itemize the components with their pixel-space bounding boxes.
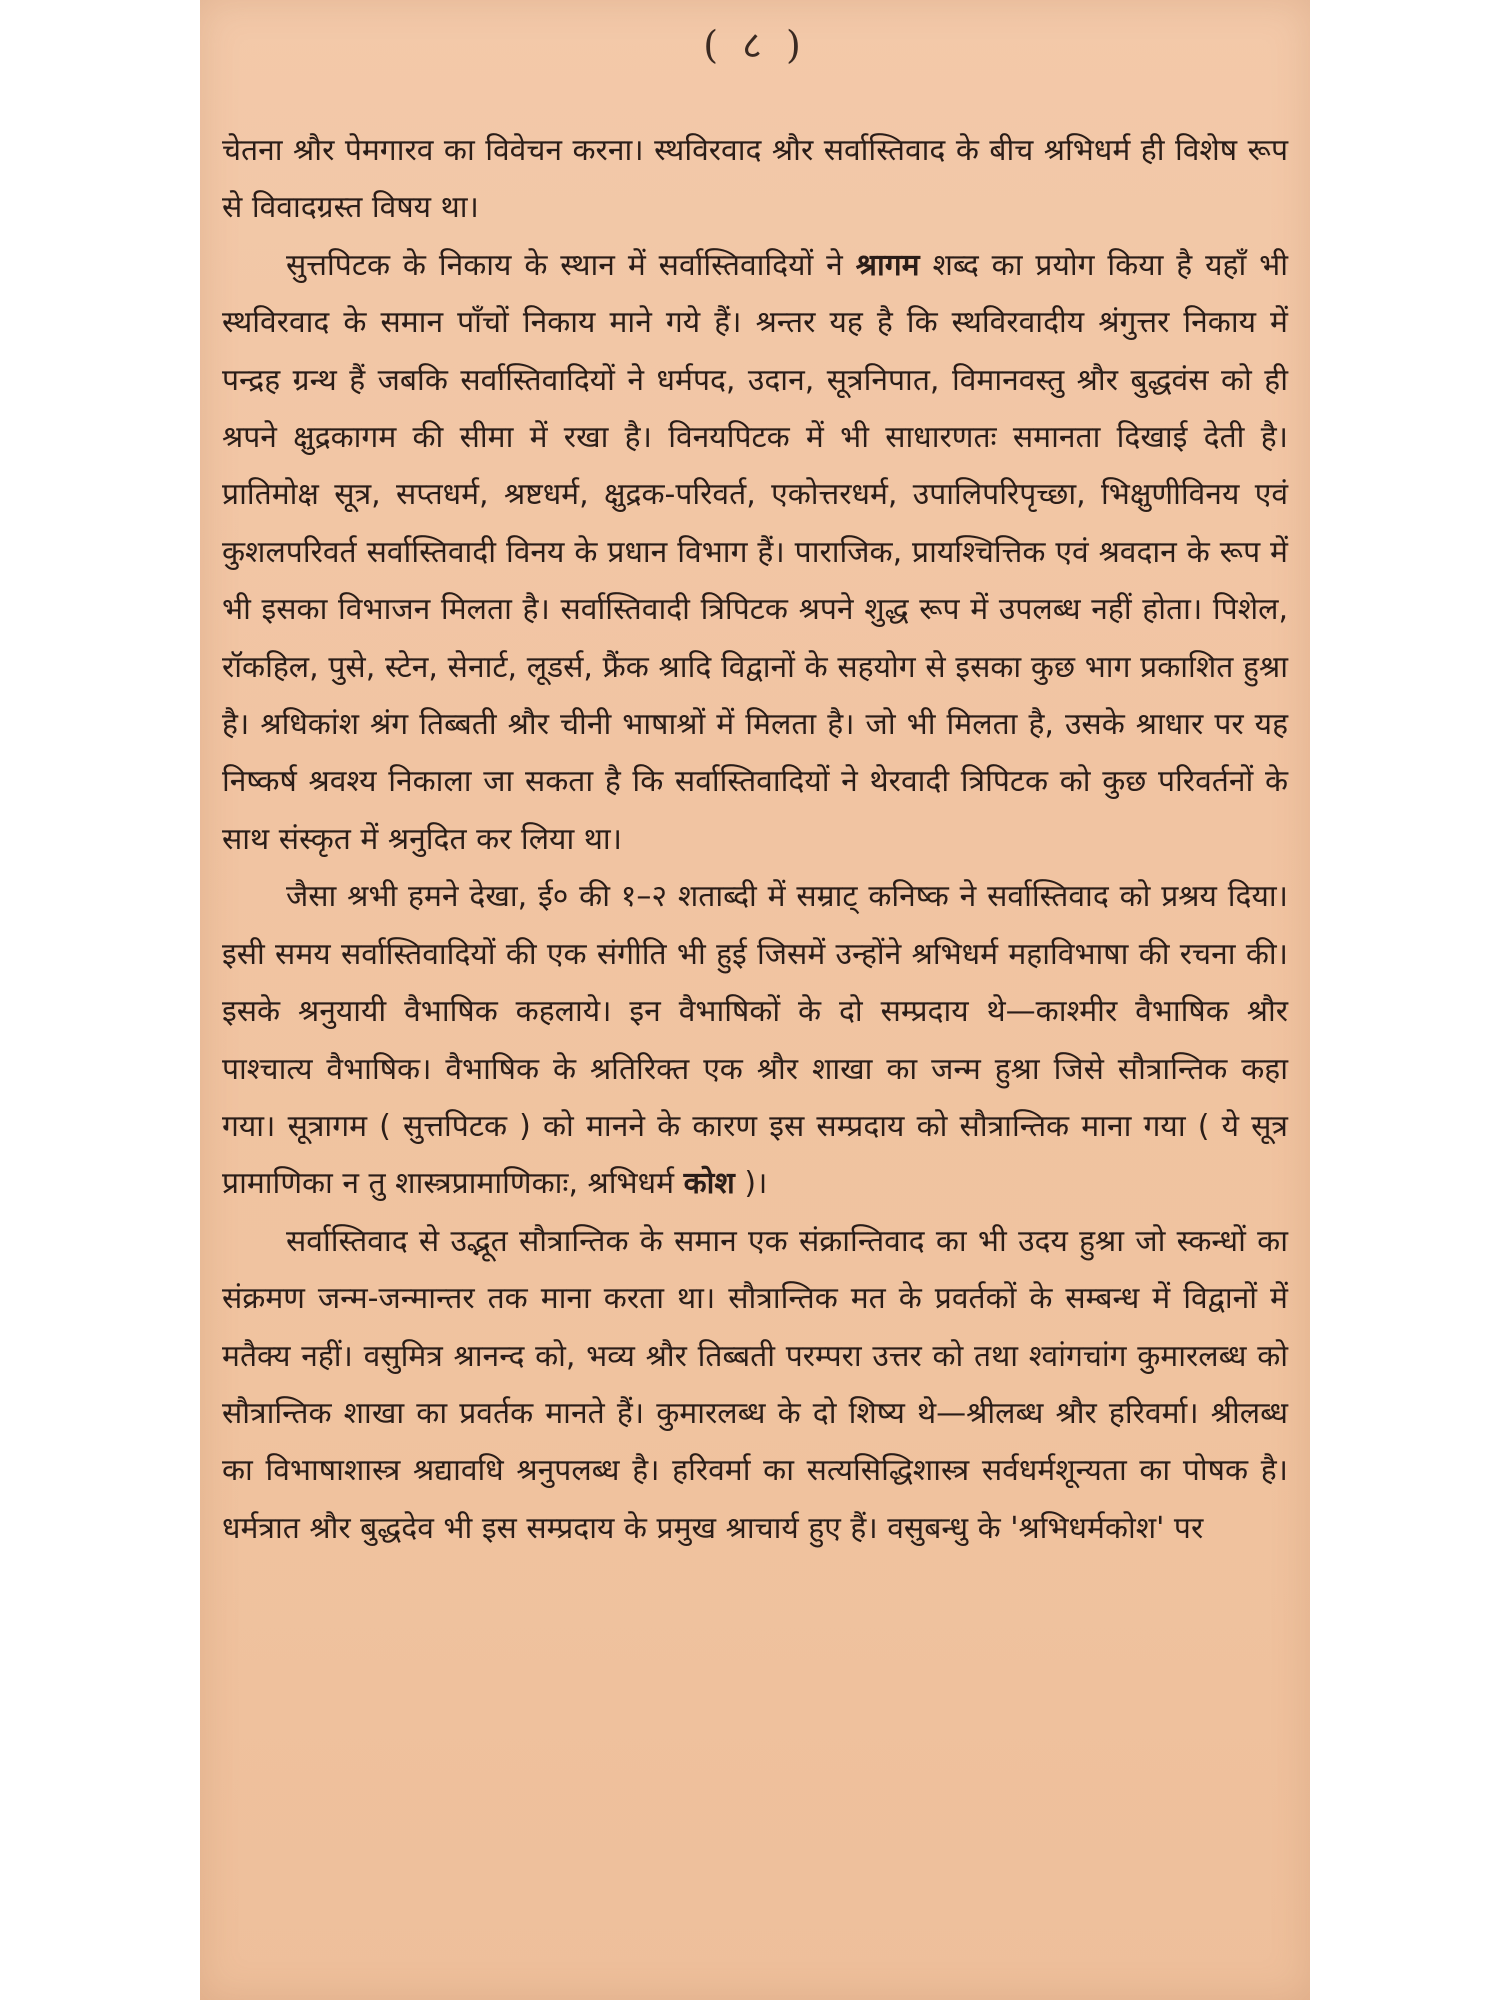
paragraph-3-text-start: जैसा श्रभी हमने देखा, ई० की १–२ शताब्दी में सम्राट् कनिष्क ने सर्वास्तिवाद को प्रश्रय दिया। इसी समय सर्वास्तिवादियों की एक संगीति भी हुई जिसमें उन्होंने श्रभिधर्म महाविभाषा की रचना की। इसके श्रनुयायी वैभाषिक कहलाये। इन वैभाषिकों के दो सम्प्रदाय थे—काश्मीर वैभाषिक श्रौर पाश्चात्य वैभाषिक। वैभाषिक के श्रतिरिक्त एक श्रौर शाखा का जन्म हुश्रा जिसे सौत्रान्तिक कहा गया। सूत्रागम ( सुत्तपिटक ) को मानने के कारण इस सम्प्रदाय को सौत्रान्तिक माना गया ( ये सूत्र प्रामाणिका न तु शास्त्रप्रामाणिकाः, श्रभिधर्म xyxy=(222,879,1288,1202)
paragraph-4 xyxy=(222,1213,1288,1557)
paragraph-2 xyxy=(222,237,1288,868)
paragraph-3-bold-term: कोश xyxy=(683,1166,735,1202)
paragraph-1-text: चेतना श्रौर पेमगारव का विवेचन करना। स्थविरवाद श्रौर सर्वास्तिवाद के बीच श्रभिधर्म ही विशेष रूप से विवादग्रस्त विषय था। xyxy=(222,133,1288,226)
paragraph-2-bold-term: श्रागम xyxy=(855,247,920,283)
paragraph-4-text: सर्वास्तिवाद से उद्भूत सौत्रान्तिक के समान एक संक्रान्तिवाद का भी उदय हुश्रा जो स्कन्धों का संक्रमण जन्म-जन्मान्तर तक माना करता था। सौत्रान्तिक मत के प्रवर्तकों के सम्बन्ध में विद्वानों में मतैक्य नहीं। वसुमित्र श्रानन्द को, भव्य श्रौर तिब्बती परम्परा उत्तर को तथा श्वांगचांग कुमारलब्ध को सौत्रान्तिक शाखा का प्रवर्तक मानते हैं। कुमारलब्ध के दो शिष्य थे—श्रीलब्ध श्रौर हरिवर्मा। श्रीलब्ध का विभाषाशास्त्र श्रद्यावधि श्रनुपलब्ध है। हरिवर्मा का सत्यसिद्धिशास्त्र सर्वधर्मशून्यता का पोषक है। धर्मत्रात श्रौर बुद्धदेव भी इस सम्प्रदाय के प्रमुख श्राचार्य हुए हैं। वसुबन्धु के 'श्रभिधर्मकोश' पर xyxy=(222,1223,1288,1546)
paragraph-2-text-start: सुत्तपिटक के निकाय के स्थान में सर्वास्तिवादियों ने xyxy=(286,247,856,283)
paragraph-1 xyxy=(222,122,1288,237)
page-number: ( ८ ) xyxy=(703,23,807,67)
book-page xyxy=(200,0,1310,2000)
paragraph-3-text-end: )। xyxy=(734,1166,768,1202)
paragraph-3 xyxy=(222,868,1288,1212)
body-text xyxy=(222,122,1288,1557)
paragraph-2-text-end: शब्द का प्रयोग किया है यहाँ भी स्थविरवाद के समान पाँचों निकाय माने गये हैं। श्रन्तर यह है कि स्थविरवादीय श्रंगुत्तर निकाय में पन्द्रह ग्रन्थ हैं जबकि सर्वास्तिवादियों ने धर्मपद, उदान, सूत्रनिपात, विमानवस्तु श्रौर बुद्धवंस को ही श्रपने क्षुद्रकागम की सीमा में रखा है। विनयपिटक में भी साधारणतः समानता दिखाई देती है। प्रातिमोक्ष सूत्र, सप्तधर्म, श्रष्टधर्म, क्षुद्रक-परिवर्त, एकोत्तरधर्म, उपालिपरिपृच्छा, भिक्षुणीविनय एवं कुशलपरिवर्त सर्वास्तिवादी विनय के प्रधान विभाग हैं। पाराजिक, प्रायश्चित्तिक एवं श्रवदान के रूप में भी इसका विभाजन मिलता है। सर्वास्तिवादी त्रिपिटक श्रपने शुद्ध रूप में उपलब्ध नहीं होता। पिशेल, रॉकहिल, पुसे, स्टेन, सेनार्ट, लूडर्स, फ्रैंक श्रादि विद्वानों के सहयोग से इसका कुछ भाग प्रकाशित हुश्रा है। श्रधिकांश श्रंग तिब्बती श्रौर चीनी भाषाश्रों में मिलता है। जो भी मिलता है, उसके श्राधार पर यह निष्कर्ष श्रवश्य निकाला जा सकता है कि सर्वास्तिवादियों ने थेरवादी त्रिपिटक को कुछ परिवर्तनों के साथ संस्कृत में श्रनुदित कर लिया था। xyxy=(222,247,1288,857)
